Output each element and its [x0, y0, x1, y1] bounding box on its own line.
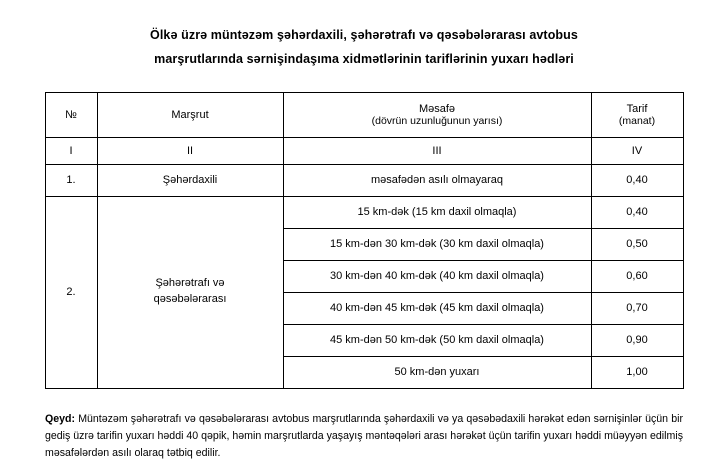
table-header-row: [45, 92, 683, 137]
row-tariff: 0,70: [591, 292, 683, 324]
row-no: 1.: [45, 164, 97, 196]
row-distance: 40 km-dən 45 km-dək (45 km daxil olmaqla): [283, 292, 591, 324]
column-header-no: №: [45, 92, 97, 137]
column-header-distance-sub: (dövrün uzunluğunun yarısı): [371, 114, 503, 127]
row-tariff: 1,00: [591, 356, 683, 388]
row-tariff: 0,60: [591, 260, 683, 292]
row-route-line-2: qəsəbələrarası: [153, 293, 227, 305]
column-header-tariff-main: Tarif: [626, 102, 648, 115]
row-route: Şəhərdaxili: [97, 164, 283, 196]
table-header: [45, 92, 683, 164]
table-roman-row: [45, 137, 683, 164]
tariff-table: [45, 92, 684, 389]
page-title: [0, 0, 728, 72]
row-tariff: 0,50: [591, 228, 683, 260]
table-body: [45, 164, 683, 388]
row-tariff: 0,90: [591, 324, 683, 356]
footnote: [45, 411, 683, 463]
roman-tariff: IV: [591, 137, 683, 164]
page-title-line-2: marşrutlarında sərnişindaşıma xidmətlərinin tariflərinin yuxarı hədləri: [154, 51, 574, 66]
row-distance: 15 km-dək (15 km daxil olmaqla): [283, 196, 591, 228]
row-route: [97, 196, 283, 388]
row-distance: 45 km-dən 50 km-dək (50 km daxil olmaqla): [283, 324, 591, 356]
roman-no: I: [45, 137, 97, 164]
row-route-line-1: Şəhərətrafı və: [155, 277, 225, 290]
column-header-route: Marşrut: [97, 92, 283, 137]
row-distance: məsafədən asılı olmayaraq: [283, 164, 591, 196]
table-row: [45, 164, 683, 196]
row-distance: 30 km-dən 40 km-dək (40 km daxil olmaqla): [283, 260, 591, 292]
table-row: [45, 196, 683, 228]
row-tariff: 0,40: [591, 196, 683, 228]
row-distance: 50 km-dən yuxarı: [283, 356, 591, 388]
column-header-tariff: [591, 92, 683, 137]
footnote-text: Müntəzəm şəhərətrafı və qəsəbələrarası avtobus marşrutlarında şəhərdaxili və ya qəsəbədaxili hərəkət edən sərnişinlər üçün bir gediş üzrə tarifin yuxarı həddi 40 qəpik, həmin marşrutlarda yaşayış məntəqələri arası hərəkət üçün tarifin yuxarı həddi müəyyən edilmiş məsafələrdən asılı olaraq tətbiq edilir.: [45, 412, 683, 460]
row-no: 2.: [45, 196, 97, 388]
page-title-line-1: Ölkə üzrə müntəzəm şəhərdaxili, şəhərətrafı və qəsəbələrarası avtobus: [150, 28, 578, 42]
column-header-tariff-sub: (manat): [618, 114, 656, 127]
row-tariff: 0,40: [591, 164, 683, 196]
footnote-label: Qeyd:: [45, 412, 76, 425]
row-distance: 15 km-dən 30 km-dək (30 km daxil olmaqla): [283, 228, 591, 260]
roman-distance: III: [283, 137, 591, 164]
column-header-distance-main: Məsafə: [418, 102, 456, 115]
column-header-distance: [283, 92, 591, 137]
roman-route: II: [97, 137, 283, 164]
